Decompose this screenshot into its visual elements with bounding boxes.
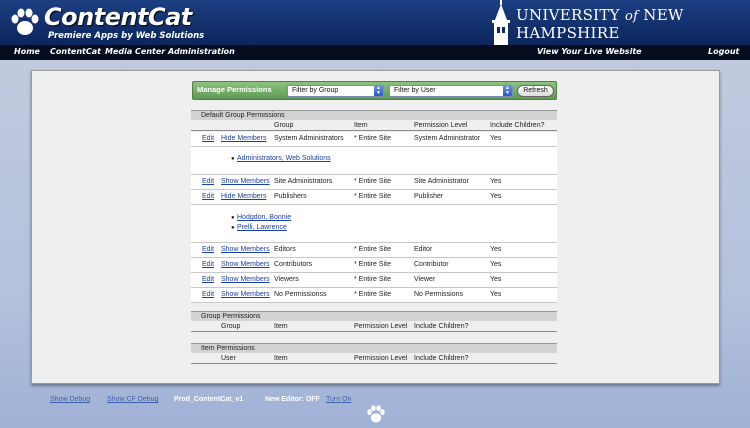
members-toggle-link[interactable]: Show Members (221, 276, 270, 283)
row-item: * Entire Site (354, 178, 391, 185)
nav-view-live-site[interactable]: View Your Live Website (537, 47, 642, 56)
edit-link[interactable]: Edit (202, 276, 215, 283)
default-permissions-header: Default Group Permissions (191, 110, 557, 120)
members-toggle-link[interactable]: Show Members (221, 178, 270, 185)
row-include-children: Yes (490, 246, 502, 253)
row-group: Publishers (274, 193, 307, 200)
row-include-children: Yes (490, 291, 502, 298)
institution-name (516, 6, 750, 42)
column-permission-level: Permission Level (414, 122, 468, 129)
edit-link[interactable]: Edit (202, 193, 215, 200)
members-toggle-link[interactable]: Hide Members (221, 193, 267, 200)
row-permission-level: Viewer (414, 276, 436, 283)
column-permission-level: Permission Level (354, 355, 408, 362)
row-item: * Entire Site (354, 261, 391, 268)
item-permissions-column-headers (191, 354, 557, 364)
row-group: Site Administrators (274, 178, 333, 185)
new-editor-status: New Editor: OFF (265, 396, 320, 403)
bullet-icon: ● (231, 225, 235, 231)
column-item: Item (274, 323, 288, 330)
row-include-children: Yes (490, 135, 502, 142)
nav-home[interactable]: Home (14, 47, 40, 56)
sysadmin-members-list (191, 147, 557, 175)
table-row (191, 243, 557, 258)
members-toggle-link[interactable]: Hide Members (221, 135, 267, 142)
row-permission-level: Publisher (414, 193, 444, 200)
row-item: * Entire Site (354, 193, 391, 200)
row-item: * Entire Site (354, 291, 391, 298)
row-permission-level: Site Administrator (414, 178, 469, 185)
edit-link[interactable]: Edit (202, 261, 215, 268)
institution-prefix: UNIVERSITY (516, 6, 620, 24)
toolbar-title: Manage Permissions (197, 85, 272, 94)
row-permission-level: Contributor (414, 261, 449, 268)
column-item: Item (354, 122, 368, 129)
row-item: * Entire Site (354, 135, 391, 142)
edit-link[interactable]: Edit (202, 178, 215, 185)
show-debug-link[interactable]: Show Debug (50, 396, 91, 403)
row-permission-level: No Permissions (414, 291, 464, 298)
table-row (191, 190, 557, 205)
bullet-icon: ● (231, 156, 235, 162)
row-group: Viewers (274, 276, 299, 283)
permissions-toolbar (192, 81, 557, 100)
nav-administration[interactable]: Administration (168, 47, 235, 56)
show-cf-debug-link[interactable]: Show CF Debug (107, 396, 159, 403)
row-permission-level: Editor (414, 246, 433, 253)
select-arrows-icon: ▲ ▼ (374, 86, 383, 96)
nav-media-center[interactable]: Media Center (105, 47, 166, 56)
members-toggle-link[interactable]: Show Members (221, 246, 270, 253)
table-row (191, 273, 557, 288)
publisher-members-list (191, 205, 557, 243)
member-link[interactable]: Prelli, Lawrence (237, 224, 287, 231)
group-permissions-column-headers (191, 322, 557, 332)
row-include-children: Yes (490, 261, 502, 268)
column-include-children: Include Children? (490, 122, 545, 129)
column-group: Group (221, 323, 241, 330)
row-permission-level: System Administrator (414, 135, 481, 142)
select-arrows-icon: ▲ ▼ (503, 86, 512, 96)
nav-logout[interactable]: Logout (708, 47, 740, 56)
default-permissions-column-headers (191, 121, 557, 131)
row-group: No Permissionss (274, 291, 327, 298)
item-permissions-header: Item Permissions (191, 343, 557, 353)
members-toggle-link[interactable]: Show Members (221, 291, 270, 298)
row-item: * Entire Site (354, 276, 391, 283)
nav-contentcat[interactable]: ContentCat (50, 47, 101, 56)
filter-by-user-select[interactable] (389, 85, 513, 97)
paw-logo-icon (8, 5, 42, 39)
institution-of: of (624, 9, 639, 24)
group-permissions-header: Group Permissions (191, 311, 557, 321)
environment-label: Prod_ContentCat_v1 (174, 396, 244, 403)
member-link[interactable]: Hodgdon, Bonnie (237, 214, 292, 221)
column-include-children: Include Children? (414, 355, 469, 362)
member-link[interactable]: Administrators, Web Solutions (237, 155, 331, 162)
row-group: Editors (274, 246, 296, 253)
app-logo-tagline: Premiere Apps by Web Solutions (48, 31, 205, 41)
table-row (191, 132, 557, 147)
turn-on-link[interactable]: Turn On (326, 396, 352, 403)
row-group: Contributors (274, 261, 313, 268)
edit-link[interactable]: Edit (202, 291, 215, 298)
institution-suffix: NEW HAMPSHIRE (516, 6, 684, 42)
column-include-children: Include Children? (414, 323, 469, 330)
filter-by-group-select[interactable] (287, 85, 384, 97)
table-row (191, 258, 557, 273)
row-include-children: Yes (490, 276, 502, 283)
row-include-children: Yes (490, 178, 502, 185)
column-group: Group (274, 122, 294, 129)
table-row (191, 288, 557, 303)
edit-link[interactable]: Edit (202, 135, 215, 142)
edit-link[interactable]: Edit (202, 246, 215, 253)
filter-by-group-value: Filter by Group (292, 87, 339, 94)
row-include-children: Yes (490, 193, 502, 200)
row-group: System Administrators (274, 135, 344, 142)
filter-by-user-value: Filter by User (394, 87, 436, 94)
app-logo-title: ContentCat (44, 3, 192, 31)
paw-footer-icon (365, 403, 387, 425)
column-item: Item (274, 355, 288, 362)
refresh-button[interactable]: Refresh (517, 85, 554, 97)
members-toggle-link[interactable]: Show Members (221, 261, 270, 268)
table-row (191, 175, 557, 190)
bullet-icon: ● (231, 215, 235, 221)
row-item: * Entire Site (354, 246, 391, 253)
column-user: User (221, 355, 236, 362)
column-permission-level: Permission Level (354, 323, 408, 330)
